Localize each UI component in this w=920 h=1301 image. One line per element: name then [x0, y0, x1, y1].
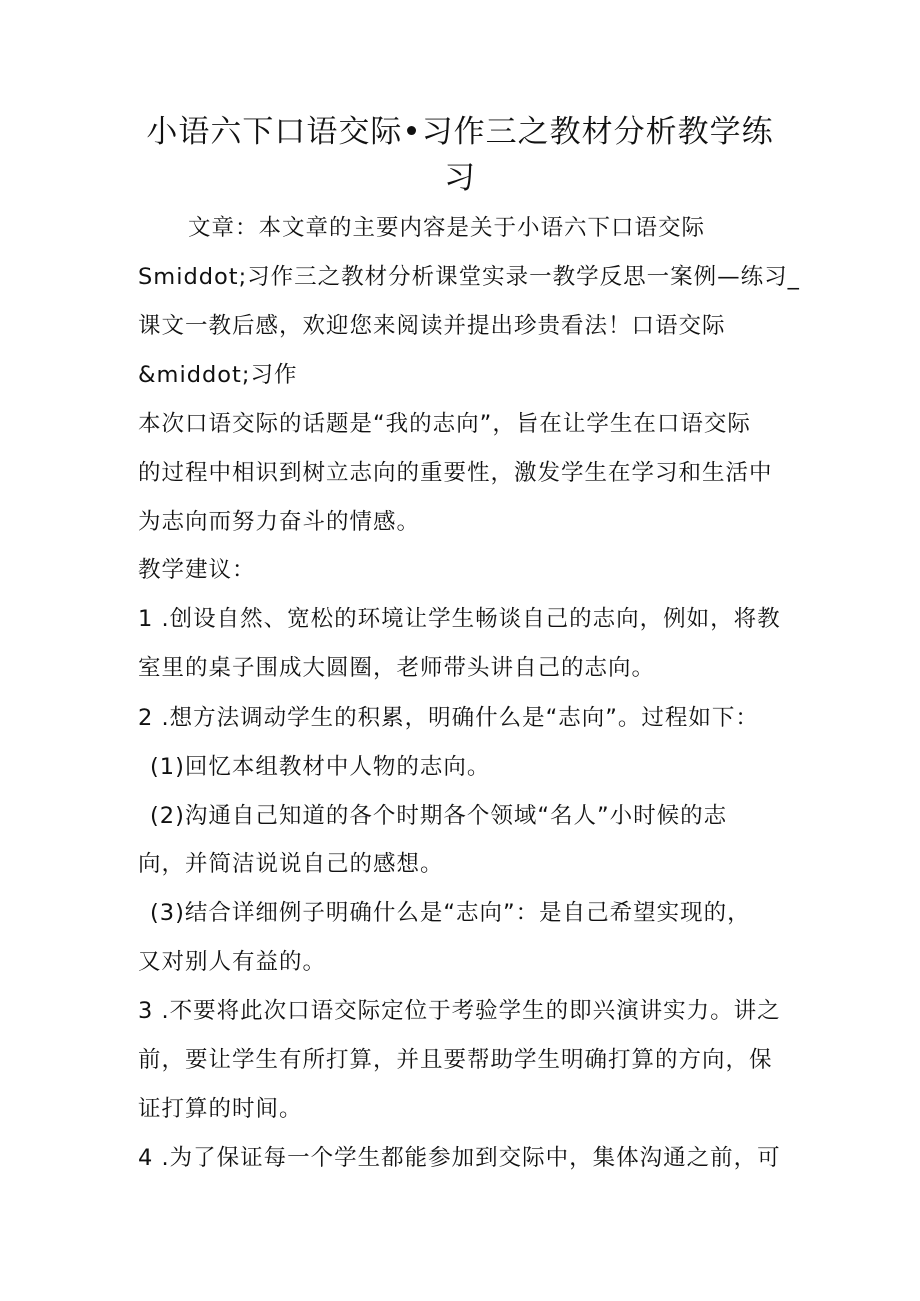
- document-title-line-1: 小语六下口语交际•习作三之教材分析教学练: [146, 114, 774, 150]
- body-line: 本次口语交际的话题是“我的志向”，旨在让学生在口语交际: [138, 411, 751, 437]
- suggestion-4-line-1: 4 .为了保证每一个学生都能参加到交际中，集体沟通之前，可: [138, 1145, 781, 1171]
- section-heading: &middot;习作: [138, 362, 298, 388]
- suggestion-2-step-3-line-2: 又对别人有益的。: [138, 949, 327, 975]
- body-line: 为志向而努力奋斗的情感。: [138, 509, 421, 535]
- suggestion-2-step-2-line-1: (2)沟通自己知道的各个时期各个领域“名人”小时候的志: [150, 803, 728, 829]
- suggestion-2-line-1: 2 .想方法调动学生的积累，明确什么是“志向”。过程如下：: [138, 705, 759, 731]
- suggestion-3-line-1: 3 .不要将此次口语交际定位于考验学生的即兴演讲实力。讲之: [138, 998, 781, 1024]
- suggestion-2-step-3-line-1: (3)结合详细例子明确什么是“志向”：是自己希望实现的，: [150, 900, 751, 926]
- suggestion-1-line-1: 1 .创设自然、宽松的环境让学生畅谈自己的志向，例如，将教: [138, 606, 781, 632]
- intro-line-2: Smiddot;习作三之教材分析课堂实录一教学反思一案例—练习_: [138, 264, 800, 290]
- suggestion-2-step-2-line-2: 向，并简洁说说自己的感想。: [138, 851, 444, 877]
- teaching-suggestions-heading: 教学建议：: [138, 557, 256, 583]
- suggestion-3-line-3: 证打算的时间。: [138, 1096, 303, 1122]
- suggestion-1-line-2: 室里的桌子围成大圆圈，老师带头讲自己的志向。: [138, 655, 656, 681]
- body-line: 的过程中相识到树立志向的重要性，激发学生在学习和生活中: [138, 460, 773, 486]
- suggestion-2-step-1: (1)回忆本组教材中人物的志向。: [150, 754, 491, 780]
- intro-line-3: 课文一教后感，欢迎您来阅读并提出珍贵看法！口语交际: [138, 313, 726, 339]
- document-title-line-2: 习: [444, 160, 476, 196]
- suggestion-3-line-2: 前，要让学生有所打算，并且要帮助学生明确打算的方向，保: [138, 1047, 773, 1073]
- intro-line-1: 文章：本文章的主要内容是关于小语六下口语交际: [188, 215, 706, 241]
